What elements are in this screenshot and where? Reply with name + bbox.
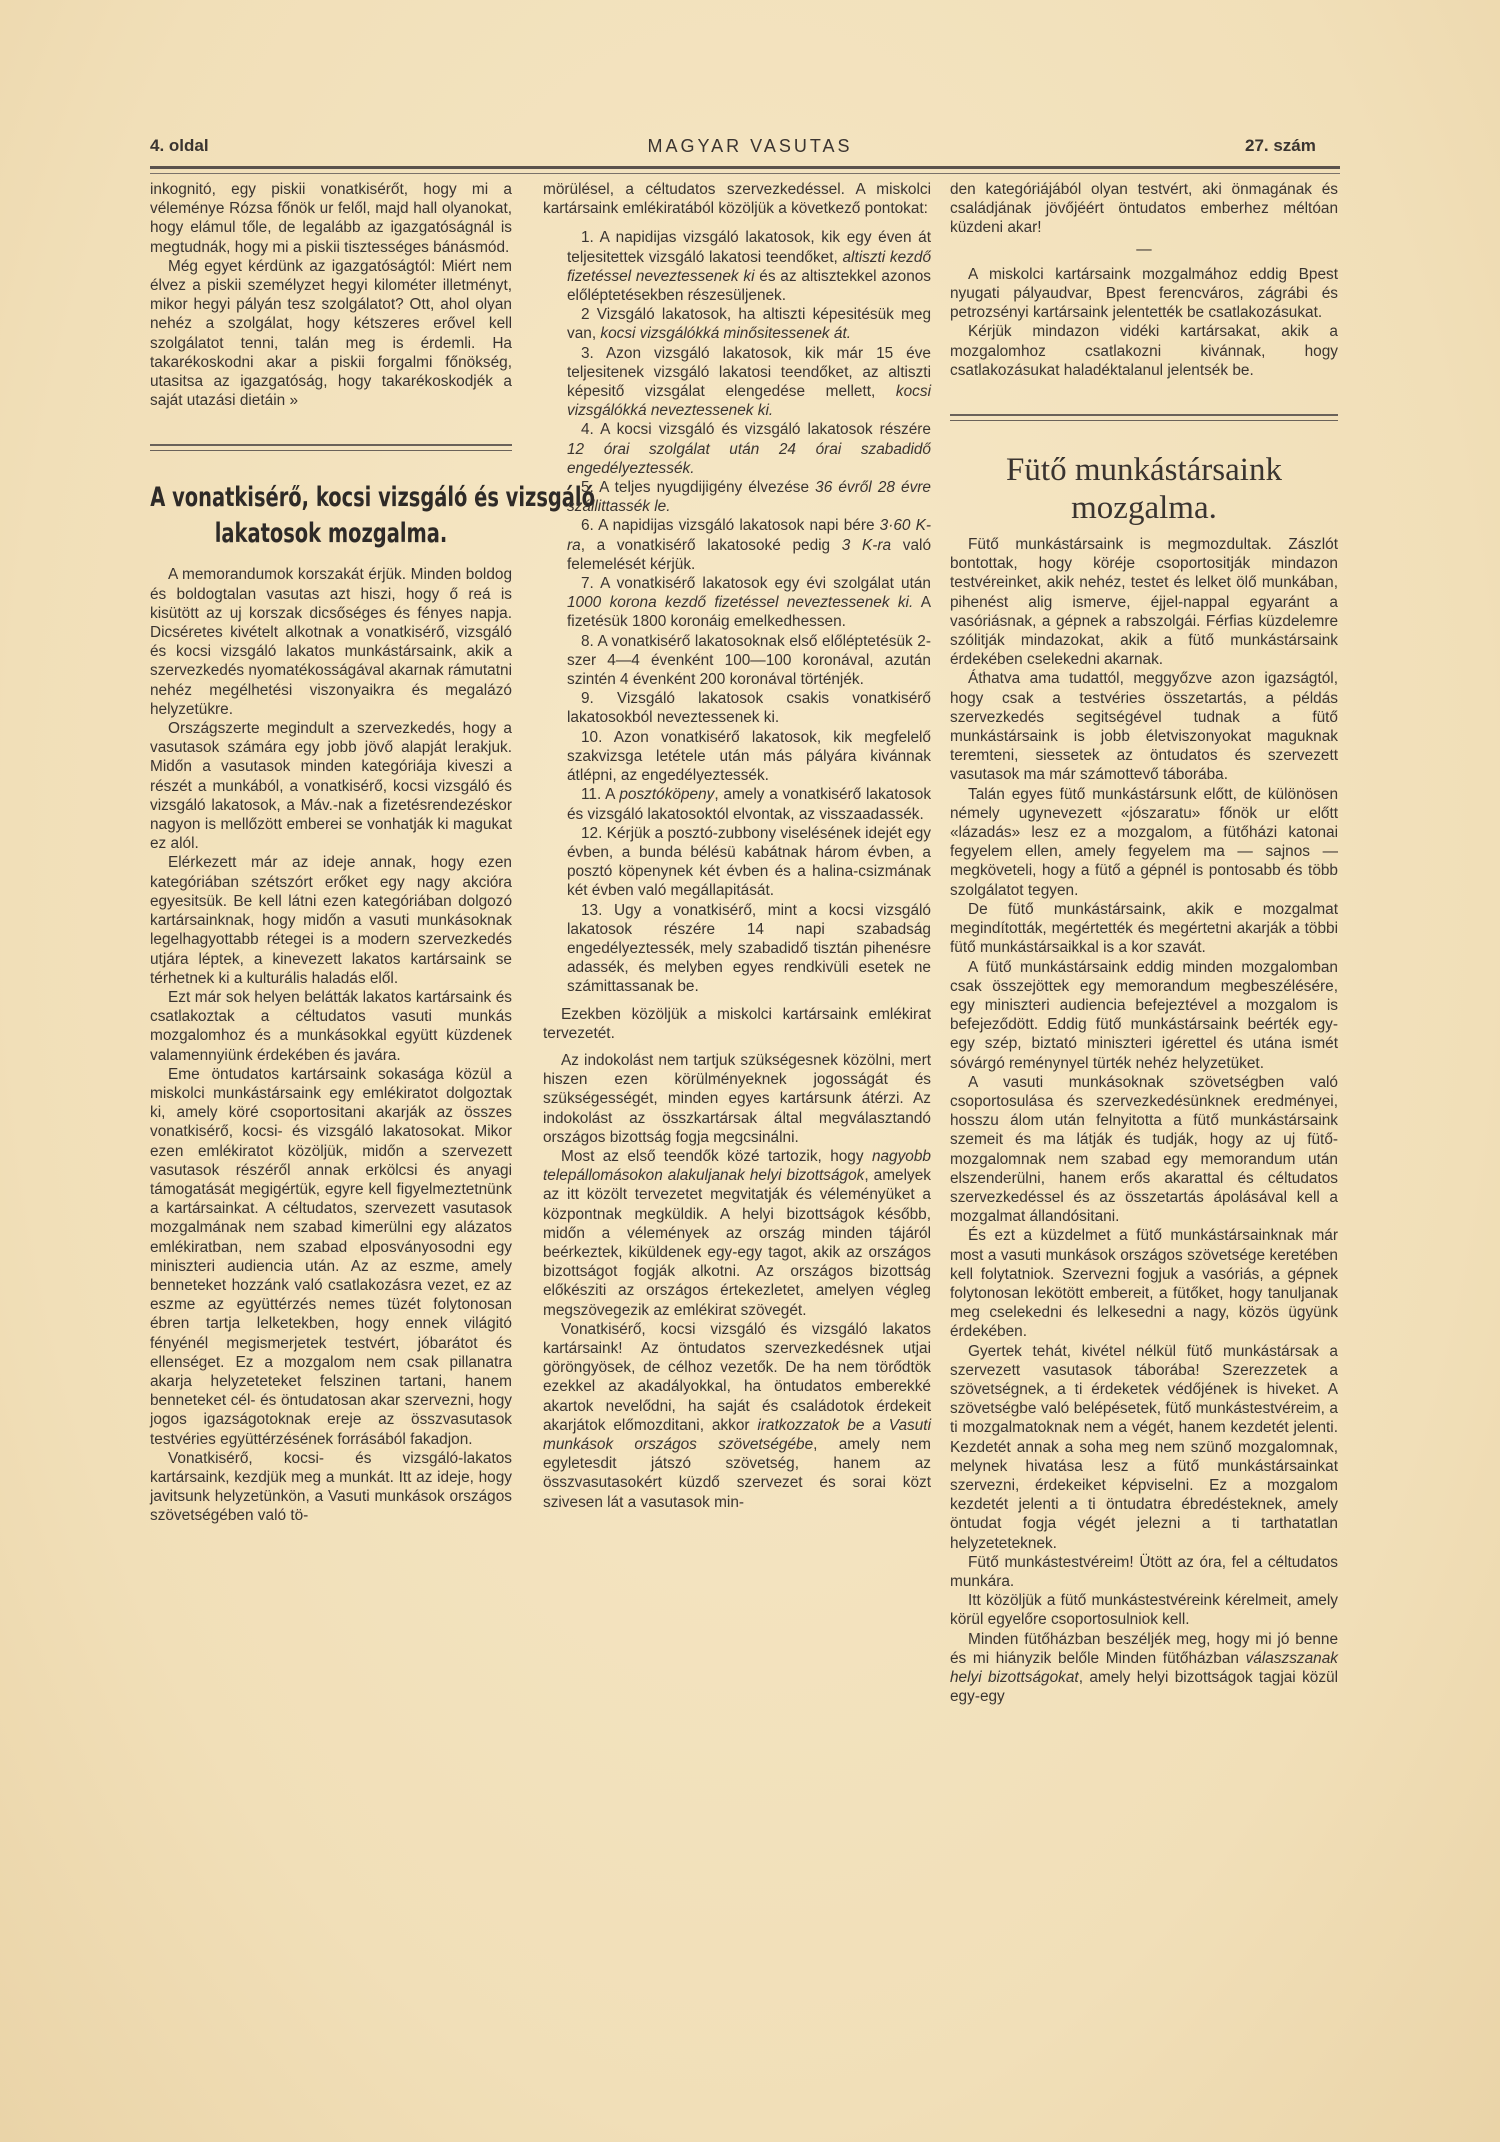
paragraph (543, 1320, 931, 1512)
paragraph (950, 1630, 1338, 1707)
memorandum-points (543, 228, 931, 996)
page-number: 4. oldal (150, 136, 209, 155)
section-divider (150, 444, 512, 451)
text-run: A fütő munkástársaink eddig minden mozgalomban csak összejöttek egy memorandum megbeszélésére, egy miniszteri audiencia befejeztével a mozgalom is befejeződött. Eddig fütő munkástársaink beérték egy-egy szép, biztató miniszteri igérettel és utána ismét sóvárgó reménynyel türték nehéz helyzetüket. (950, 958, 1338, 1072)
text-run: 10. Azon vonatkisérő lakatosok, kik megfelelő szakvizsga letétele után más pályára kivánnak átlépni, az engedélyeztessék. (567, 728, 931, 785)
paragraph (543, 1005, 931, 1043)
paragraph (950, 1553, 1338, 1591)
text-run: És ezt a küzdelmet a fütő munkástársainknak már most a vasuti munkások országos szövetsége keretében kell folytatniok. Szervezni fogjuk a vasóriás, a gépnek folytonosan lekötött embereit, a fütőket, hogy tanuljanak meg cselekedni és lelkesedni a nagy, közös ügyünk érdekében. (950, 1227, 1338, 1341)
text-run: 6. A napidijas vizsgáló lakatosok napi bére (581, 517, 880, 535)
text-run: De fütő munkástársaink, akik e mozgalmat megindították, megértették és megértetni akarják a többi fütő munkástársaikkal is a kor szavát. (950, 900, 1338, 957)
separator-dash: — (1136, 240, 1152, 258)
paragraph: Kérjük mindazon vidéki kartársakat, akik a mozgalomhoz csatlakozni kivánnak, hogy csatlakozásukat haladéktalanul jelentsék be. (950, 323, 1338, 379)
column-3 (950, 180, 1338, 1706)
text-run: Áthatva ama tudattól, meggyőzve azon igazságtól, hogy csak a testvéries összetartás, a példás szervezkedés segitségével tudnak a fütő munkástársaink is jobb életviszonyokat maguknak teremteni, siessetek az öntudatos és szervezett vasutasok ma már számottevő táborába. (950, 670, 1338, 784)
emphasized-text: iratkozzatok be a Vasuti munkások országos szövetségébe (543, 1416, 931, 1453)
emphasized-text: 1000 korona kezdő fizetéssel neveztessenek ki. (567, 594, 914, 612)
text-run: Vonatkisérő, kocsi vizsgáló és vizsgáló lakatos kartársaink! Az öntudatos szervezkedésnek utjai göröngyösek, de célhoz vezetők. De ha nem törődtök ezekkel az akadályokkal, ha öntudatos emberekké akartok nevelődni, ha saját és családotok érdekeit akarjátok előmozditani, akkor (543, 1320, 931, 1434)
emphasized-text: 36 évről 28 évre szállittassék le. (567, 479, 931, 516)
memorandum-point (567, 689, 931, 727)
paragraph (543, 1147, 931, 1320)
text-run: 11. A (581, 786, 620, 804)
emphasized-text: 3·60 K-ra (567, 517, 931, 554)
text-run: Most az első teendők közé tartozik, hogy (561, 1147, 872, 1165)
text-run: 8. A vonatkisérő lakatosoknak első előléptetésük 2-szer 4—4 évenként 100—100 koronával, azután szintén 4 évenként 200 koronával történjék. (567, 632, 931, 689)
emphasized-text: posztóköpeny (619, 786, 715, 804)
text-run: , amelyek az itt közölt tervezetet megvitatják és véleményüket a központnak megküldik. A helyi bizottságok később, midőn a vélemények az ország minden tájáról beérkeztek, kiküldenek egy-egy tagot, akik az országos bizottságot fogják alkotni. Az országos bizottság előkésziti az országos értekezletet, amelyen végleg megszövegezik az emlékirat szövegét. (543, 1167, 931, 1319)
text-run: 3. Azon vizsgáló lakatosok, kik már 15 éve teljesitenek vizsgáló lakatosi teendőket, az altiszti képesitő vizsgálat elengedése mellett, (567, 344, 931, 401)
paragraph: mörülésel, a céltudatos szervezkedéssel. A miskolci kartársaink emlékiratából közöljük a következő pontokat: (543, 181, 931, 218)
memorandum-point (567, 574, 931, 632)
text-run: , amely helyi bizottságok tagjai közül egy-egy (950, 1669, 1338, 1706)
paragraph (950, 535, 1338, 669)
paragraph: Országszerte megindult a szervezkedés, hogy a vasutasok számára egy jobb jövő alapját lerakjuk. Midőn a vasutasok minden kategóriája kiveszi a részét a munkából, a vonatkisérő, kocsi vizsgáló és vizsgáló lakatosok, a Máv.-nak a fizetésrendezéskor nagyon is mellőzött emberei se vonhatják ki magukat ez alól. (150, 720, 512, 853)
emphasized-text: kocsi vizsgálókká minősitessenek át. (600, 325, 852, 343)
section-divider (950, 414, 1338, 421)
article-body (543, 1005, 931, 1512)
text-run: 5. A teljes nyugdijigény élvezése (581, 479, 816, 497)
newspaper-title: MAGYAR VASUTAS (647, 136, 853, 156)
emphasized-text: 3 K-ra (841, 536, 892, 554)
text-run: való felemelését kérjük. (567, 536, 932, 573)
article-heading-line: Fütő munkástársaink (1006, 452, 1282, 489)
paragraph: Ezt már sok helyen belátták lakatos kartársaink és csatlakoztak a céltudatos vasuti munkás mozgalomhoz és a munkásokkal együtt küzdenek valamennyiünk érdekében és javára. (150, 988, 512, 1064)
text-run: 13. Ugy a vonatkisérő, mint a kocsi vizsgáló lakatosok részére 14 napi szabadság engedélyeztessék, mely szabadidő tisztán pihenésre adassék, és melyben egyes rendkivüli esetek ne számittassanak be. (567, 901, 931, 996)
paragraph (950, 785, 1338, 900)
memorandum-point (567, 420, 931, 478)
paragraph (950, 958, 1338, 1073)
paragraph (950, 900, 1338, 958)
text-run: Fütő munkástársaink is megmozdultak. Zászlót bontottak, hogy köréje csoportositják mindazon testvéreinket, akik nehéz, testet és lelket ölő munkában, pihenést alig ismerve, éjjel-nappal egyaránt a vasóriásnak, a gépnek a rabszolgái. Férfias küzdelemre szólitják mindazokat, akik a fütő munkástársaink érdekében cselekedni akarnak. (950, 536, 1338, 669)
memorandum-point (567, 228, 931, 305)
text-run: Minden fütőházban beszéljék meg, hogy mi jó benne és mi hiányzik belőle Minden fütőházban (950, 1630, 1338, 1667)
paragraph (950, 1342, 1338, 1553)
paragraph: Eme öntudatos kartársaink sokasága közül a miskolci munkástársaink egy emlékiratot dolgoztak ki, amely köré csoportositani akarják az összes vonatkisérő, kocsi- és vizsgáló lakatosokat. Mikor ezen emlékiratot közöljük, midőn a szervezett vasutasok részéről annak erkölcsi és anyagi támogatását megigértük, egyre kell figyelmeztetnünk a kartársainkat. A céltudatos, szervezett vasutasok mozgalmának nem szabad kimerülni egy alázatos emlékiratban, nem szabad elposványosodni egy miniszteri audiencia után. Az az eszme, amely benneteket hozzánk való csatlakozásra vezet, ez az eszme az együttérzés nemes tüzét folytonosan ébren tartja lelketekben, hogy ennek világitó fényénél megismerjetek testvért, jóbarátot és ellenséget. Ez a mozgalom nem csak pillanatra akarja helyzeteteket felszinen tartani, hanem benneteket cél- és öntudatosan akar szervezni, hogy jogos igazságotoknak ereje az összvasutasok testvéries együttérzésének forrásából fakadjon. (150, 1065, 512, 1448)
memorandum-point (567, 728, 931, 786)
paragraph: Még egyet kérdünk az igazgatóságtól: Miért nem élvez a piskii személyzet hegyi kilométer illetményt, mikor hegyi pályán tesz szolgálatot? Ott, ahol olyan nehéz a szolgálat, hogy kétszeres erővel kell szolgálatot tenni, talán meg is érdemli. Ha takarékoskodni akar a piskii forgalmi főnökség, utasitsa az igazgatóság, hogy takarékoskodjék a saját utazási dietáin » (150, 257, 512, 410)
paragraph: A miskolci kartársaink mozgalmához eddig Bpest nyugati pályaudvar, Bpest ferencváros, zágrábi és petrozsényi kartársaink jelentették be csatlakozásukat. (950, 265, 1338, 322)
text-run: 12. Kérjük a posztó-zubbony viselésének idejét egy évben, a bunda bélésü kabátnak három évben, a posztó köpenynek két évben és a halina-csizmának két évben való megállapitását. (567, 824, 931, 900)
text-run: A fizetésük 1800 koronáig emelkedhessen. (567, 594, 931, 631)
paragraph: den kategóriájából olyan testvért, aki önmagának és családjának jövőjéért öntudatos emberhez méltóan küzdeni akar! (950, 181, 1338, 237)
article-heading-line: mozgalma. (1071, 490, 1217, 527)
paragraph: Elérkezett már az ideje annak, hogy ezen kategóriában szétszórt erőket egy nagy akcióra egyesitsük. Be kell látni ezen kategóriában dolgozó kartársainknak, hogy midőn a vasuti munkásoknak legelhagyottabb rétegei is a modern szervezkedés utjára léptek, a kinevezett lakatos kartársaink se térhetnek ki a kulturális haladás elől. (150, 854, 512, 987)
text-run: Gyertek tehát, kivétel nélkül fütő munkástársak a szervezett vasutasok táborába! Szerezzetek a szövetségnek, a ti érdeketek védőjének is hiveket. A szövetségbe való belépésetek, fütő munkástestvéreim, a ti mozgalmatoknak nem a végét, hanem kezdetét jelenti. Kezdetét annak a soha meg nem szünő mozgalomnak, melynek hivatása lesz a fütő munkástársainkat szervezni, érdekeiket képviselni. Ez a mozgalom kezdetét jelenti a ti öntudatra ébredésteknek, amely öntudat fogja végét jelezni a ti tarthatatlan helyzeteteknek. (950, 1342, 1338, 1552)
paragraph (950, 1226, 1338, 1341)
text-run: Az indokolást nem tartjuk szükségesnek közölni, mert hiszen ezen körülményeknek jogosságát és szükségességét, minden egyes kartársunk átérzi. Az indokolást az összkartársak által megválasztandó országos bizottság fogja megcsinálni. (543, 1051, 931, 1146)
paragraph (950, 1073, 1338, 1227)
text-run: 1. A napidijas vizsgáló lakatosok, kik egy éven át teljesitettek vizsgáló lakatosi teendőket, (567, 229, 931, 266)
article-body (950, 535, 1338, 1706)
paragraph: Vonatkisérő, kocsi- és vizsgáló-lakatos kartársaink, kezdjük meg a munkát. Itt az ideje, hogy javitsunk helyzetünkön, a Vasuti munkások országos szövetségében való tö- (150, 1449, 512, 1525)
paragraph (950, 1591, 1338, 1629)
paragraph (543, 1051, 931, 1147)
text-run: 9. Vizsgáló lakatosok csakis vonatkisérő lakatosokból neveztessenek ki. (567, 690, 931, 727)
text-run: és az altisztekkel azonos előléptetésekben részesüljenek. (567, 267, 932, 305)
memorandum-point (567, 344, 931, 421)
text-run: , amely nem egyletesdit játszó szövetség, hanem az összvasutasokért küzdő szervezet és sorai közt szivesen lát a vasutasok min- (543, 1436, 932, 1511)
column-2 (543, 180, 931, 1512)
emphasized-text: válaszszanak helyi bizottságokat (950, 1649, 1338, 1687)
article-heading-line: lakatosok mozgalma. (214, 518, 448, 550)
text-run: , amely a vonatkisérő lakatosok és vizsgáló lakatosoktól elvontak, az visszaadassék. (567, 786, 932, 823)
header-rule (150, 166, 1340, 174)
text-run: Itt közöljük a fütő munkástestvéreink kérelmeit, amely körül egyelőre csoportosulniok kell. (950, 1592, 1338, 1629)
text-run: 7. A vonatkisérő lakatosok egy évi szolgálat után (581, 575, 931, 593)
text-run: 2 Vizsgáló lakatosok, ha altiszti képesitésük meg van, (567, 306, 931, 343)
emphasized-text: 12 órai szolgálat után 24 órai szabadidő engedélyeztessék. (567, 440, 931, 477)
emphasized-text: altiszti kezdő fizetéssel neveztessenek ki (567, 248, 931, 285)
paragraph: inkognitó, egy piskii vonatkisérőt, hogy mi a véleménye Rózsa főnök ur felől, majd hall olyanokat, hogy elámul tőle, de legalább az igazgatóságnál is megtudnák, hogy mi a piskii tisztességes bánásmód. (150, 181, 512, 256)
emphasized-text: nagyobb telepállomásokon alakuljanak helyi bizottságok (543, 1147, 931, 1185)
memorandum-point (567, 785, 931, 823)
paragraph: A memorandumok korszakát érjük. Minden boldog és boldogtalan vasutas azt hiszi, hogy ő reá is kisütött az uj korszak dicsőséges és fényes napja. Dicséretes kivételt alkotnak a vonatkisérő, vizsgáló és kocsi vizsgáló lakatos munkástársaink, akik a szervezkedés nyomatékosságával akarnak rámutatni nehéz megélhetési viszonyaikra és megalázó helyzetükre. (150, 566, 512, 718)
emphasized-text: kocsi vizsgálókká neveztessenek ki. (567, 383, 931, 420)
paragraph (950, 669, 1338, 784)
memorandum-point (567, 901, 931, 997)
text-run: A vasuti munkásoknak szövetségben való csoportosulása és szervezkedésünknek eredményei, hosszu álom után felnyitotta a fütő munkástársaink szemeit és ma látják és tudják, hogy az uj fütő-mozgalomnak nem szabad egy memorandum után elszenderülni, hanem erős akarattal és céltudatos szervezkedéssel és az összetartás ápolásával kell a mozgalmat állandósitani. (950, 1073, 1338, 1226)
memorandum-point (567, 824, 931, 901)
text-run: Talán egyes fütő munkástársunk előtt, de különösen némely ugynevezett «jószaratu» főnök ur előtt «lázadás» lesz ez a mozgalom, a fütőházi katonai fegyelem ellen, amely fegyelem ma — sajnos — megköveteli, hogy a fütő a gépnél is pontosabb és több szolgálatot tegyen. (950, 785, 1338, 899)
memorandum-point (567, 632, 931, 690)
text-run: , a vonatkisérő lakatosoké pedig (580, 536, 842, 554)
article-heading-line: A vonatkisérő, kocsi vizsgáló és vizsgáló (150, 482, 595, 514)
text-run: Fütő munkástestvéreim! Ütött az óra, fel a céltudatos munkára. (950, 1553, 1338, 1590)
text-run: 4. A kocsi vizsgáló és vizsgáló lakatosok részére (581, 421, 931, 439)
column-1 (150, 180, 595, 1526)
text-run: Ezekben közöljük a miskolci kartársaink emlékirat tervezetét. (543, 1005, 931, 1042)
memorandum-point (567, 516, 931, 574)
memorandum-point (567, 478, 931, 516)
issue-number: 27. szám (1245, 136, 1316, 155)
memorandum-point (567, 305, 931, 343)
